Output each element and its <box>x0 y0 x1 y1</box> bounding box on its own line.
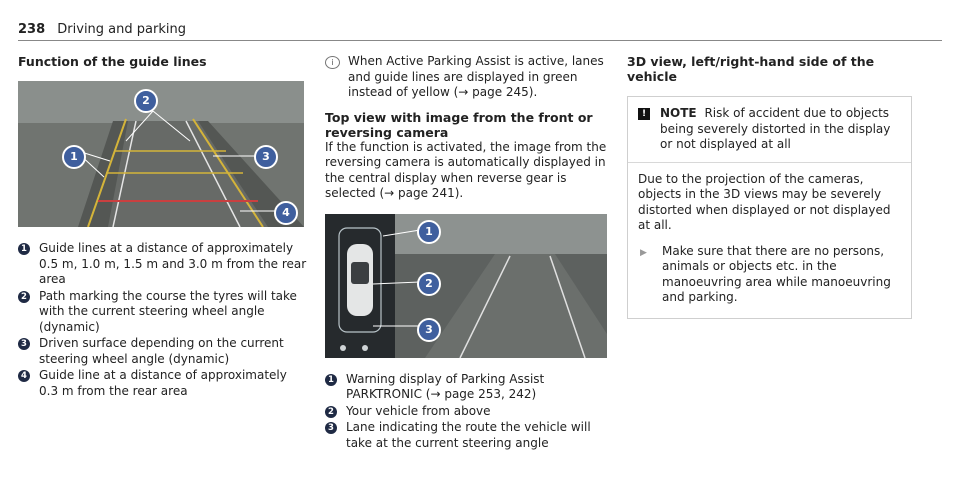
callout-2: 2 <box>134 89 158 113</box>
callout-3: 3 <box>254 145 278 169</box>
3d-view-heading: 3D view, left/right-hand side of the vehicle <box>627 54 875 84</box>
legend-item <box>325 404 610 420</box>
guide-lines-heading: Function of the guide lines <box>18 54 207 69</box>
note-label: NOTE <box>660 106 697 120</box>
page-header <box>18 22 186 37</box>
info-icon: i <box>325 56 340 69</box>
guide-lines-legend <box>18 241 308 399</box>
page-number: 238 <box>18 22 46 37</box>
info-note <box>325 54 610 101</box>
legend-item <box>18 289 308 336</box>
legend-item <box>18 241 308 288</box>
legend-text: Driven surface depending on the current steering wheel angle (dynamic) <box>39 336 284 366</box>
number-badge: 3 <box>325 422 337 434</box>
top-view-camera-image <box>325 214 607 358</box>
note-header <box>628 97 911 163</box>
legend-text: Lane indicating the route the vehicle will take at the current steering angle <box>346 420 591 450</box>
number-badge: 4 <box>18 370 30 382</box>
callout-1: 1 <box>417 220 441 244</box>
column-guide-lines <box>18 54 308 400</box>
top-view-illustration <box>325 214 607 358</box>
callout-2: 2 <box>417 272 441 296</box>
number-badge: 1 <box>325 374 337 386</box>
legend-item <box>325 372 610 403</box>
top-view-legend <box>325 372 610 452</box>
number-badge: 3 <box>18 338 30 350</box>
header-divider <box>18 40 942 41</box>
legend-text: Guide line at a distance of approximately 0.3 m from the rear area <box>39 368 287 398</box>
callout-4: 4 <box>274 201 298 225</box>
step-text: Make sure that there are no persons, animals or objects etc. in the manoeuvring area while manoeuvring and parking. <box>662 243 891 304</box>
number-badge: 2 <box>18 291 30 303</box>
legend-text: Path marking the course the tyres will take with the current steering wheel angle (dynamic) <box>39 288 297 334</box>
note-box <box>627 96 912 319</box>
note-body <box>628 163 911 318</box>
section-title: Driving and parking <box>57 22 186 37</box>
legend-text: Guide lines at a distance of approximately 0.5 m, 1.0 m, 1.5 m and 3.0 m from the rear area <box>39 241 307 286</box>
legend-item <box>18 368 308 399</box>
column-top-view <box>325 54 610 452</box>
number-badge: 2 <box>325 406 337 418</box>
info-text: When Active Parking Assist is active, lanes and guide lines are displayed in green instead of yellow (→ page 245). <box>348 54 604 99</box>
top-view-body: If the function is activated, the image from the reversing camera is automatically displayed in the central display when reverse gear is selected (→ page 241). <box>325 139 607 200</box>
top-view-heading: Top view with image from the front or reversing camera <box>325 109 593 140</box>
note-warning-text: Risk of accident due to objects being severely distorted in the display or not displayed at all <box>660 106 891 151</box>
note-body-text: Due to the projection of the cameras, objects in the 3D views may be severely distorted when displayed or not displayed at all. <box>638 171 891 232</box>
legend-item <box>18 336 308 367</box>
legend-item <box>325 420 610 451</box>
legend-text: Warning display of Parking Assist PARKTRONIC (→ page 253, 242) <box>346 371 545 401</box>
legend-text: Your vehicle from above <box>346 403 491 418</box>
number-badge: 1 <box>18 243 30 255</box>
instruction-step <box>638 244 901 306</box>
guide-lines-camera-image <box>18 81 304 227</box>
callout-1: 1 <box>62 145 86 169</box>
column-3d-view <box>627 54 912 319</box>
triangle-arrow-icon: ▶ <box>640 247 647 258</box>
warning-icon: ! <box>638 108 650 120</box>
callout-3: 3 <box>417 318 441 342</box>
